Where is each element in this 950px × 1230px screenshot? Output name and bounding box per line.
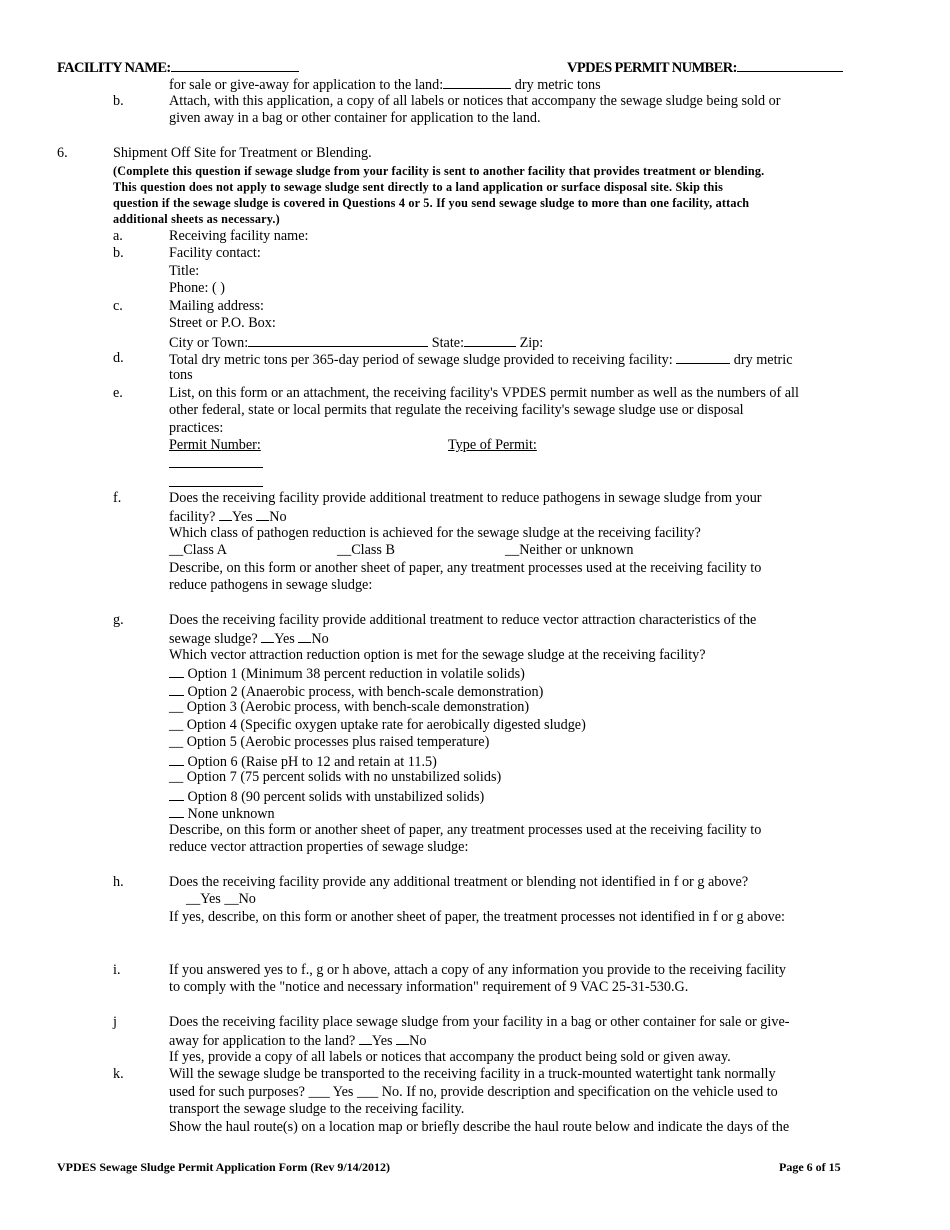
f-class-a[interactable]: __Class A <box>169 542 227 558</box>
k-line1: Will the sewage sludge be transported to the receiving facility in a truck-mounted watertight tank normally <box>169 1066 776 1082</box>
footer-page-number: Page 6 of 15 <box>779 1160 841 1174</box>
facility-name-field[interactable] <box>171 58 299 72</box>
h-letter: h. <box>113 874 124 890</box>
f-line1: Does the receiving facility provide additional treatment to reduce pathogens in sewage sludge from your <box>169 490 762 506</box>
city-field[interactable] <box>248 333 428 347</box>
g-option-5[interactable]: __ Option 5 (Aerobic processes plus raised temperature) <box>169 734 490 750</box>
g-option-6[interactable]: Option 6 (Raise pH to 12 and retain at 11.5) <box>169 752 437 771</box>
k-line2: used for such purposes? ___ Yes ___ No. If no, provide description and specification on the vehicle used to <box>169 1084 778 1100</box>
cont-line1: for sale or give-away for application to the land: dry metric tons <box>169 77 601 93</box>
j-yes-blank[interactable] <box>359 1031 372 1045</box>
g-line1: Does the receiving facility provide additional treatment to reduce vector attraction characteristics of the <box>169 612 757 628</box>
f-line3: Which class of pathogen reduction is achieved for the sewage sludge at the receiving facility? <box>169 525 701 541</box>
mailing-address: Mailing address: <box>169 298 264 314</box>
type-of-permit-header: Type of Permit: <box>448 437 537 453</box>
g-letter: g. <box>113 612 124 628</box>
permit-entry-line-2[interactable] <box>169 486 263 487</box>
b-letter: b. <box>113 245 124 261</box>
h-yesno[interactable]: __Yes __No <box>186 891 256 907</box>
q6-title: Shipment Off Site for Treatment or Blending. <box>113 145 372 161</box>
tons-sold-field[interactable] <box>443 75 511 89</box>
permit-number-label: VPDES PERMIT NUMBER: <box>567 58 843 77</box>
k-line3: transport the sewage sludge to the receiving facility. <box>169 1101 465 1117</box>
q6-number: 6. <box>57 145 68 161</box>
g-yes-blank[interactable] <box>261 629 274 643</box>
street-po-box: Street or P.O. Box: <box>169 315 276 331</box>
cont-b-letter: b. <box>113 93 124 109</box>
contact-phone: Phone: ( ) <box>169 280 225 296</box>
facility-contact: Facility contact: <box>169 245 261 261</box>
d-letter: d. <box>113 350 124 366</box>
i-line2: to comply with the "notice and necessary information" requirement of 9 VAC 25-31-530.G. <box>169 979 689 995</box>
d-line2: tons <box>169 367 193 383</box>
g-line2: sewage sludge? Yes No <box>169 631 329 647</box>
g-no-blank[interactable] <box>298 629 311 643</box>
q6-instr-2: This question does not apply to sewage sludge sent directly to a land application or surface disposal site. Skip this <box>113 180 724 194</box>
f-neither[interactable]: __Neither or unknown <box>505 542 634 558</box>
f-line5: Describe, on this form or another sheet of paper, any treatment processes used at the receiving facility to <box>169 560 762 576</box>
city-state-zip: City or Town: State: Zip: <box>169 335 544 351</box>
e-line2: other federal, state or local permits that regulate the receiving facility's sewage sludge use or disposal <box>169 402 744 418</box>
e-letter: e. <box>113 385 123 401</box>
c-letter: c. <box>113 298 123 314</box>
g-desc-2: reduce vector attraction properties of sewage sludge: <box>169 839 469 855</box>
i-line1: If you answered yes to f., g or h above, attach a copy of any information you provide to the receiving facility <box>169 962 786 978</box>
a-letter: a. <box>113 228 123 244</box>
k-letter: k. <box>113 1066 124 1082</box>
g-line3: Which vector attraction reduction option is met for the sewage sludge at the receiving facility? <box>169 647 706 663</box>
g-option-3[interactable]: __ Option 3 (Aerobic process, with bench-scale demonstration) <box>169 699 530 715</box>
q6-instr-3: question if the sewage sludge is covered in Questions 4 or 5. If you send sewage sludge to more than one facility, attach <box>113 196 750 210</box>
cont-b-line1: Attach, with this application, a copy of all labels or notices that accompany the sewage sludge being sold or <box>169 93 781 109</box>
g-option-8[interactable]: Option 8 (90 percent solids with unstabilized solids) <box>169 787 484 806</box>
receiving-facility-name: Receiving facility name: <box>169 228 309 244</box>
contact-title: Title: <box>169 263 200 279</box>
g-option-2[interactable]: Option 2 (Anaerobic process, with bench-scale demonstration) <box>169 682 543 701</box>
g-option-7[interactable]: __ Option 7 (75 percent solids with no unstabilized solids) <box>169 769 502 785</box>
f-line6: reduce pathogens in sewage sludge: <box>169 577 373 593</box>
j-line1: Does the receiving facility place sewage sludge from your facility in a bag or other container for sale or give- <box>169 1014 790 1030</box>
h-line3: If yes, describe, on this form or another sheet of paper, the treatment processes not identified in f or g above: <box>169 909 785 925</box>
q6-instr-4: additional sheets as necessary.) <box>113 212 280 226</box>
k-line4: Show the haul route(s) on a location map or briefly describe the haul route below and indicate the days of the <box>169 1119 790 1135</box>
cont-b-line2: given away in a bag or other container for application to the land. <box>169 110 541 126</box>
state-field[interactable] <box>464 333 516 347</box>
permit-number-field[interactable] <box>737 58 843 72</box>
permit-number-header: Permit Number: <box>169 437 261 453</box>
d-line1: Total dry metric tons per 365-day period of sewage sludge provided to receiving facility: dry metric <box>169 352 793 368</box>
g-option-1[interactable]: Option 1 (Minimum 38 percent reduction in volatile solids) <box>169 664 525 683</box>
j-no-blank[interactable] <box>396 1031 409 1045</box>
j-letter: j <box>113 1014 117 1030</box>
g-option-none[interactable]: None unknown <box>169 804 275 823</box>
e-line1: List, on this form or an attachment, the receiving facility's VPDES permit number as well as the numbers of all <box>169 385 799 401</box>
e-line3: practices: <box>169 420 224 436</box>
tons-provided-field[interactable] <box>676 350 730 364</box>
f-class-b[interactable]: __Class B <box>337 542 395 558</box>
h-line1: Does the receiving facility provide any additional treatment or blending not identified in f or g above? <box>169 874 749 890</box>
i-letter: i. <box>113 962 121 978</box>
j-line3: If yes, provide a copy of all labels or notices that accompany the product being sold or given away. <box>169 1049 731 1065</box>
q6-instr-1: (Complete this question if sewage sludge from your facility is sent to another facility that provides treatment or blending. <box>113 164 765 178</box>
facility-name-label: FACILITY NAME: <box>57 58 299 77</box>
f-yes-blank[interactable] <box>219 507 232 521</box>
f-letter: f. <box>113 490 122 506</box>
f-no-blank[interactable] <box>256 507 269 521</box>
f-line2: facility? Yes No <box>169 509 287 525</box>
footer-form-title: VPDES Sewage Sludge Permit Application Form (Rev 9/14/2012) <box>57 1160 390 1174</box>
g-option-4[interactable]: __ Option 4 (Specific oxygen uptake rate for aerobically digested sludge) <box>169 717 586 733</box>
j-line2: away for application to the land? Yes No <box>169 1033 427 1049</box>
permit-entry-line-1[interactable] <box>169 467 263 468</box>
g-desc-1: Describe, on this form or another sheet of paper, any treatment processes used at the receiving facility to <box>169 822 762 838</box>
